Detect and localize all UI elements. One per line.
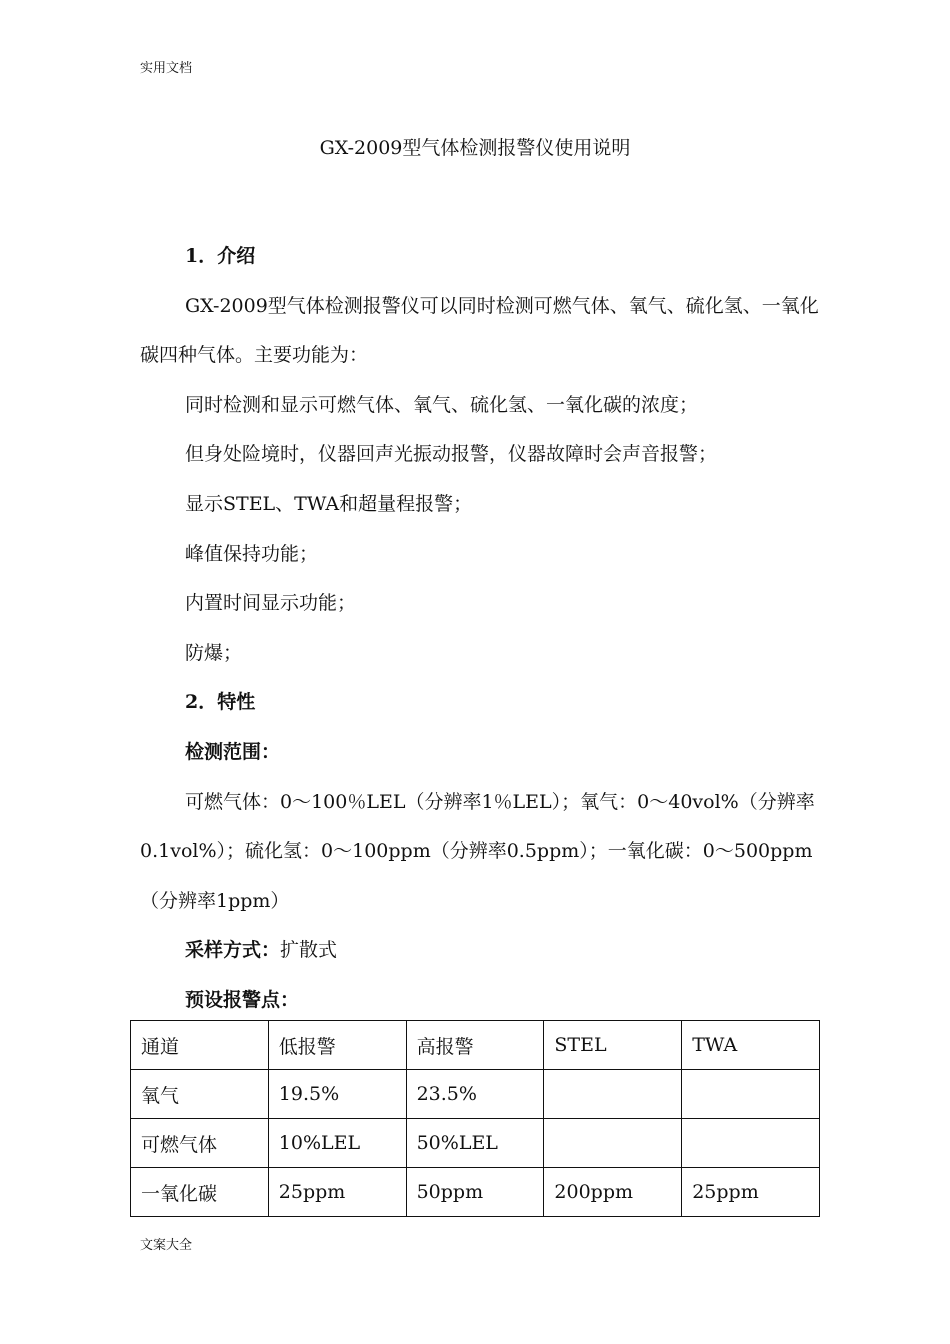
table-cell: 50%LEL [406,1119,544,1168]
table-cell [682,1119,820,1168]
table-cell [544,1070,682,1119]
table-header-cell: 低报警 [268,1021,406,1070]
section-heading-specs: 2．特性 [185,691,256,714]
table-cell: 10%LEL [268,1119,406,1168]
alarm-points-label: 预设报警点： [185,988,300,1011]
sampling-method [140,926,822,976]
table-row [131,1119,820,1168]
table-cell: 氧气 [131,1070,269,1119]
table-cell: 25ppm [268,1168,406,1217]
table-row [131,1168,820,1217]
table-header-row [131,1021,820,1070]
sampling-method-value: 扩散式 [280,939,338,962]
feature-item: 显示STEL、TWA和超量程报警； [185,492,473,515]
table-cell: 23.5% [406,1070,544,1119]
table-header-cell: TWA [682,1021,820,1070]
document-title: GX-2009型气体检测报警仪使用说明 [319,137,631,159]
table-cell: 一氧化碳 [131,1168,269,1217]
table-cell: 19.5% [268,1070,406,1119]
table-row [131,1070,820,1119]
table-cell [682,1070,820,1119]
table-header-cell: STEL [544,1021,682,1070]
detection-range-text: 可燃气体：0～100％LEL（分辨率1％LEL）；氧气：0～40vol%（分辨率0.1vol%）；硫化氢：0～100ppm（分辨率0.5ppm）；一氧化碳：0～500ppm（分辨率1ppm） [140,790,815,912]
table-cell: 可燃气体 [131,1119,269,1168]
feature-item: 防爆； [185,641,243,664]
feature-item: 内置时间显示功能； [185,592,357,615]
table-cell: 200ppm [544,1168,682,1217]
table-header-cell: 高报警 [406,1021,544,1070]
intro-paragraph: GX-2009型气体检测报警仪可以同时检测可燃气体、氧气、硫化氢、一氧化碳四种气体。主要功能为： [140,294,819,367]
feature-item: 但身处险境时，仪器回声光振动报警，仪器故障时会声音报警； [185,443,718,466]
feature-item: 峰值保持功能； [185,542,319,565]
detection-range-label: 检测范围： [185,740,281,763]
section-heading-intro: 1．介绍 [185,245,256,267]
feature-item: 同时检测和显示可燃气体、氧气、硫化氢、一氧化碳的浓度； [185,393,699,416]
page-header-label: 实用文档 [140,61,193,76]
table-cell: 50ppm [406,1168,544,1217]
table-cell [544,1119,682,1168]
alarm-points-table [130,1020,820,1217]
table-header-cell: 通道 [131,1021,269,1070]
document-body [140,232,822,1026]
page-footer-label: 文案大全 [140,1238,193,1253]
sampling-method-label: 采样方式： [185,939,281,962]
table-cell: 25ppm [682,1168,820,1217]
